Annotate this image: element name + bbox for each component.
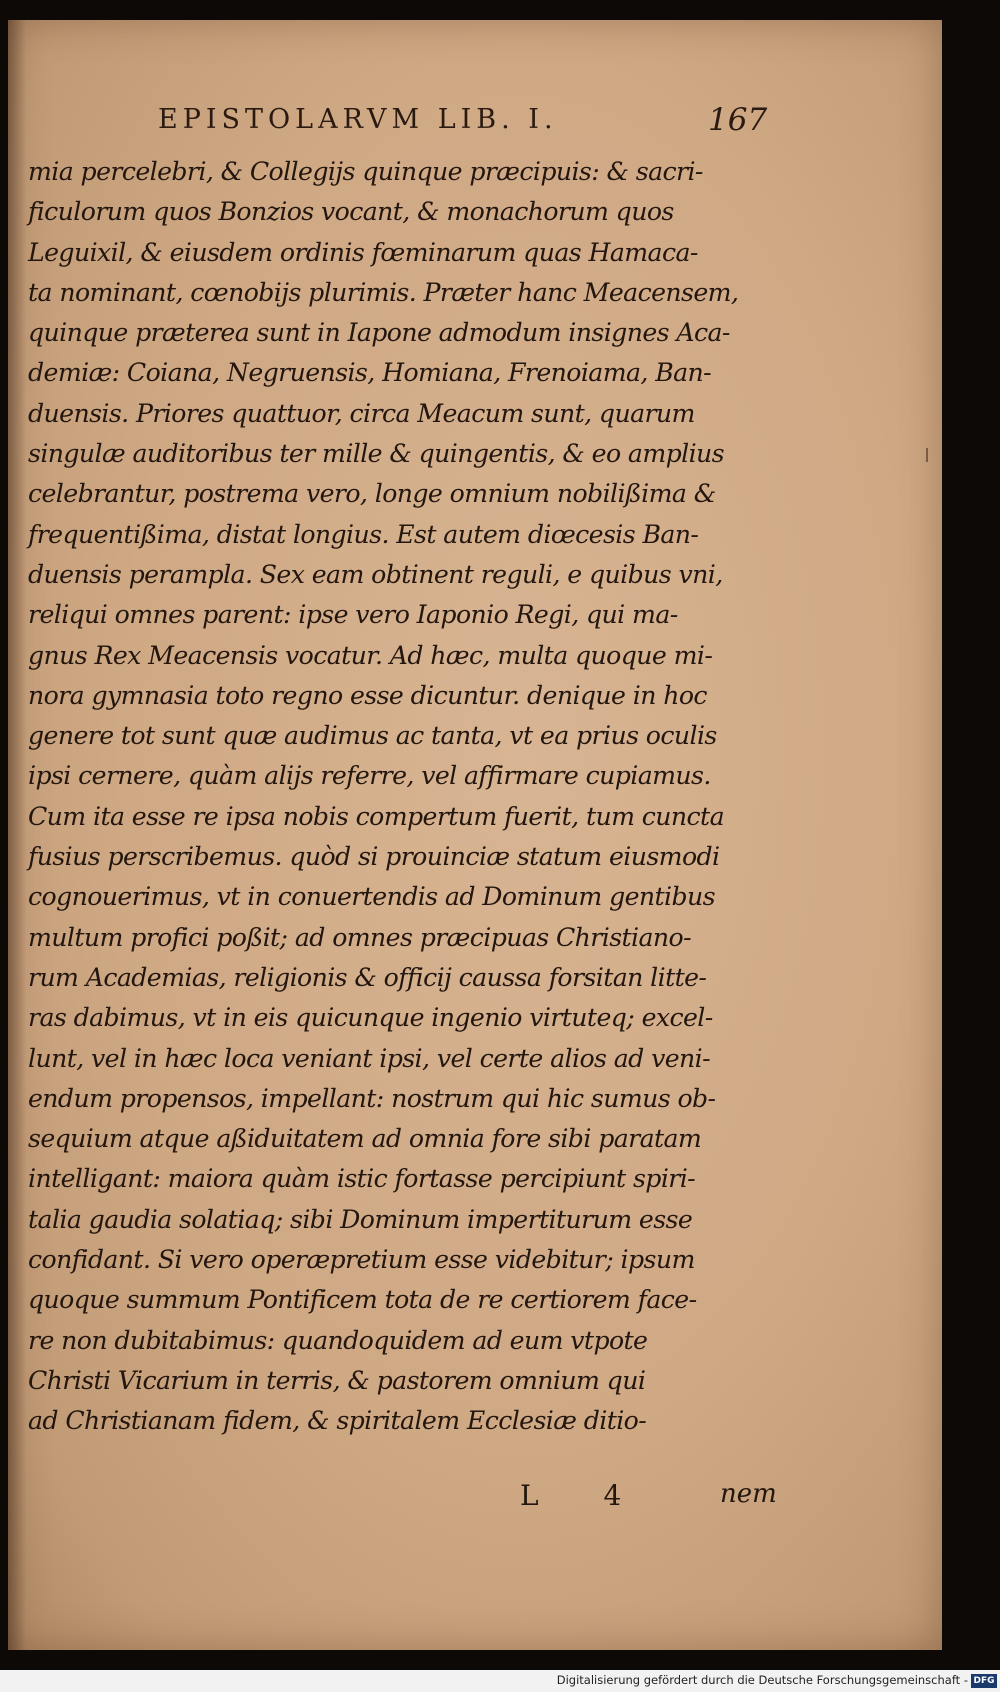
- text-line: cognouerimus, vt in conuertendis ad Dominum gentibus: [28, 882, 715, 912]
- running-head: [8, 104, 942, 144]
- text-line: Cum ita esse re ipsa nobis compertum fuerit, tum cuncta: [28, 801, 724, 831]
- text-line: celebrantur, postrema vero, longe omnium nobilißima &: [28, 479, 716, 509]
- text-line: multum profici poßit; ad omnes præcipuas Christiano-: [28, 922, 692, 952]
- text-line: duensis perampla. Sex eam obtinent reguli, e quibus vni,: [28, 559, 723, 589]
- text-line: mia percelebri, & Collegijs quinque præcipuis: & sacri-: [28, 157, 703, 186]
- body-text: [28, 152, 758, 1442]
- text-line: endum propensos, impellant: nostrum qui hic sumus ob-: [28, 1083, 716, 1113]
- text-line: ras dabimus, vt in eis quicunque ingenio virtuteq; excel-: [28, 1003, 713, 1033]
- text-line: talia gaudia solatiaq; sibi Dominum impertiturum esse: [28, 1204, 693, 1234]
- text-line: quoque summum Pontificem tota de re certiorem face-: [28, 1285, 697, 1315]
- text-line: reliqui omnes parent: ipse vero Iaponio Regi, qui ma-: [28, 600, 678, 630]
- signature-mark: L 4: [520, 1479, 650, 1512]
- text-line: duensis. Priores quattuor, circa Meacum sunt, quarum: [28, 398, 695, 428]
- text-line: re non dubitabimus: quandoquidem ad eum vtpote: [28, 1325, 648, 1355]
- margin-mark: [926, 448, 928, 462]
- text-line: singulæ auditoribus ter mille & quingentis, & eo amplius: [28, 439, 725, 469]
- text-line: ad Christianam fidem, & spiritalem Ecclesiæ ditio-: [28, 1406, 647, 1436]
- text-line: confidant. Si vero operæpretium esse videbitur; ipsum: [28, 1245, 695, 1275]
- text-line: genere tot sunt quæ audimus ac tanta, vt ea prius oculis: [28, 721, 717, 751]
- running-title: EPISTOLARVM LIB. I.: [158, 104, 558, 135]
- text-line: lunt, vel in hæc loca veniant ipsi, vel certe alios ad veni-: [28, 1043, 711, 1073]
- footer-credit: Digitalisierung gefördert durch die Deutsche Forschungsgemeinschaft -: [556, 1673, 968, 1687]
- text-line: frequentißima, distat longius. Est autem diœcesis Ban-: [28, 519, 699, 549]
- text-line: ficulorum quos Bonzios vocant, & monachorum quos: [28, 197, 674, 227]
- text-line: demiæ: Coiana, Negruensis, Homiana, Frenoiama, Ban-: [28, 358, 712, 388]
- dfg-logo-icon: DFG: [971, 1674, 997, 1688]
- catchword: nem: [720, 1479, 777, 1509]
- text-line: rum Academias, religionis & officij caussa forsitan litte-: [28, 962, 707, 992]
- text-line: sequium atque aßiduitatem ad omnia fore sibi paratam: [28, 1124, 702, 1154]
- footer-bar: [0, 1670, 1000, 1692]
- text-line: ta nominant, cœnobijs plurimis. Præter hanc Meacensem,: [28, 277, 739, 307]
- text-line: Leguixil, & eiusdem ordinis fœminarum quas Hamaca-: [28, 237, 698, 267]
- text-line: fusius perscribemus. quòd si prouinciæ statum eiusmodi: [28, 842, 720, 872]
- text-line: quinque præterea sunt in Iapone admodum insignes Aca-: [28, 318, 730, 348]
- text-line: gnus Rex Meacensis vocatur. Ad hæc, multa quoque mi-: [28, 640, 713, 670]
- book-page: [8, 20, 942, 1650]
- gutter-shadow: [8, 20, 26, 1650]
- text-line: intelligant: maiora quàm istic fortasse percipiunt spiri-: [28, 1164, 696, 1194]
- text-line: Christi Vicarium in terris, & pastorem omnium qui: [28, 1365, 646, 1395]
- text-line: nora gymnasia toto regno esse dicuntur. denique in hoc: [28, 680, 707, 710]
- text-line: ipsi cernere, quàm alijs referre, vel affirmare cupiamus.: [28, 761, 711, 791]
- page-number: 167: [708, 102, 768, 138]
